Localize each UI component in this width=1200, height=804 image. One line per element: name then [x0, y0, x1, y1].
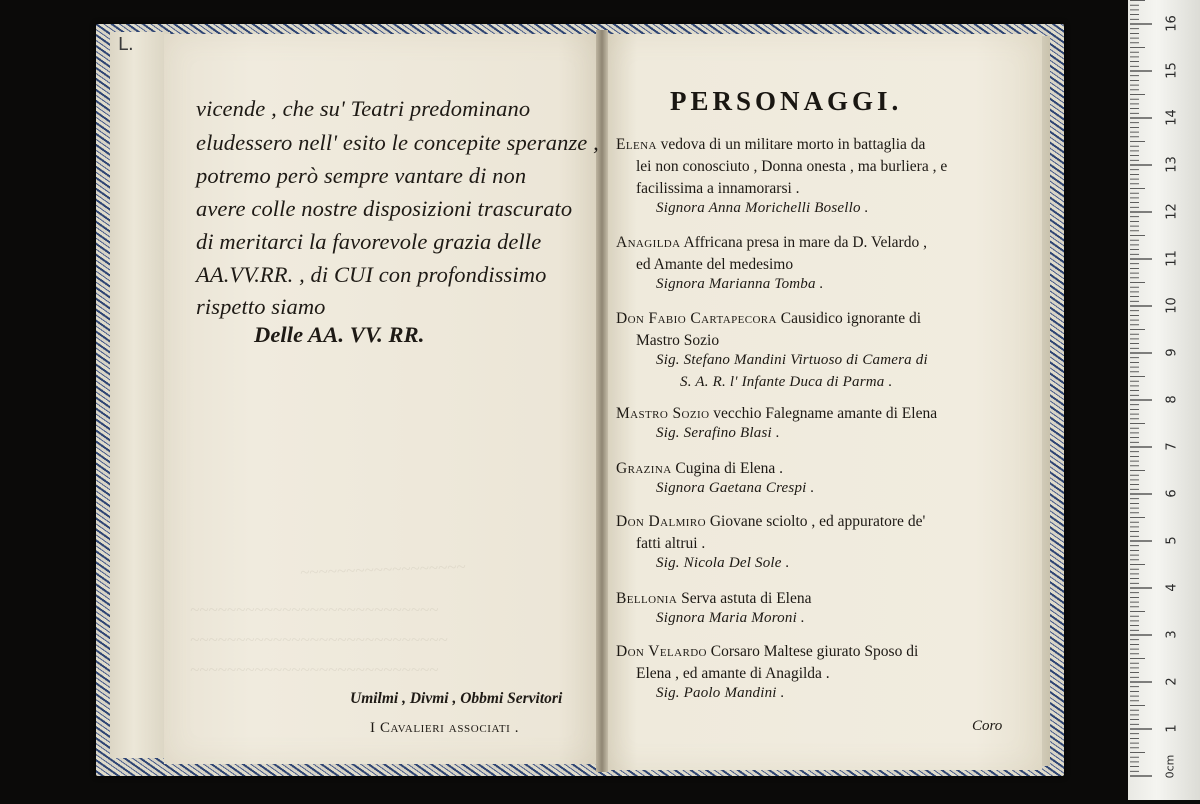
- character-description: Anagilda Affricana presa in mare da D. Velardo ,: [616, 234, 927, 251]
- character-description: Elena vedova di un militare morto in battaglia da: [616, 136, 926, 153]
- dedication-line: AA.VV.RR. , di CUI con profondissimo: [196, 262, 547, 287]
- ruler-number: 14: [1164, 109, 1180, 126]
- ruler-number: 2: [1164, 677, 1180, 686]
- performer-name: Signora Anna Morichelli Bosello .: [656, 200, 869, 216]
- dedication-line: potremo però sempre vantare di non: [196, 163, 527, 188]
- cast-heading: PERSONAGGI.: [670, 86, 903, 116]
- ruler-number: 15: [1164, 62, 1180, 79]
- dedication-line: vicende , che su' Teatri predominano: [196, 96, 531, 121]
- character-description: Grazina Cugina di Elena .: [616, 460, 784, 477]
- character-name: Anagilda: [616, 234, 681, 251]
- character-description: Mastro Sozio: [636, 332, 720, 349]
- dedication-line: rispetto siamo: [196, 294, 326, 319]
- show-through-line: ~~~~~~~~~~~~~~~~~~~~~~~~~~~: [190, 660, 439, 679]
- ruler-number: 10: [1164, 297, 1180, 314]
- performer-name: Sig. Nicola Del Sole .: [656, 555, 790, 571]
- signature-line: Umilmi , Divmi , Obbmi Servitori: [350, 690, 563, 707]
- ruler-number: 13: [1164, 156, 1180, 173]
- character-description: Mastro Sozio vecchio Falegname amante di Elena: [616, 405, 938, 422]
- ruler-number: 16: [1164, 15, 1180, 32]
- corner-mark: L.: [118, 34, 134, 55]
- show-through-line: ~~~~~~~~~~~~~~~~~~~~~~~~~~~: [190, 600, 439, 619]
- ruler-number: 12: [1164, 203, 1180, 220]
- performer-name: Sig. Stefano Mandini Virtuoso di Camera di: [656, 352, 928, 368]
- show-through-line: ~~~~~~~~~~~~~~~~~~~~~~~~~~~~: [190, 630, 448, 649]
- character-name: Grazina: [616, 460, 672, 477]
- character-name: Don Dalmiro: [616, 513, 706, 530]
- catchword: Coro: [972, 718, 1003, 734]
- ruler-number: 4: [1164, 583, 1180, 592]
- character-description: Don Velardo Corsaro Maltese giurato Sposo di: [616, 643, 919, 660]
- left-page-stack: [110, 32, 170, 758]
- ruler-number: 9: [1164, 348, 1180, 357]
- ruler-number: 7: [1164, 442, 1180, 451]
- character-description: Don Fabio Cartapecora Causidico ignorante di: [616, 310, 922, 327]
- dedication-closing: Delle AA. VV. RR.: [254, 322, 425, 347]
- ruler-number: 5: [1164, 536, 1180, 545]
- character-name: Don Fabio Cartapecora: [616, 310, 777, 327]
- performer-name: Signora Gaetana Crespi .: [656, 480, 815, 496]
- character-description: facilissima a innamorarsi .: [636, 180, 800, 197]
- dedication-line: di meritarci la favorevole grazia delle: [196, 229, 542, 254]
- ruler-unit-label: 0cm: [1163, 754, 1177, 779]
- character-name: Elena: [616, 136, 657, 153]
- show-through-line: ~~~~~~~~~~~~~~~~~~: [299, 557, 466, 582]
- character-description: Elena , ed amante di Anagilda .: [636, 665, 830, 682]
- character-description: lei non conosciuto , Donna onesta , ma burliera , e: [636, 158, 948, 175]
- character-description: Don Dalmiro Giovane sciolto , ed appuratore de': [616, 513, 926, 530]
- ruler-number: 3: [1164, 630, 1180, 639]
- signers-line: I Cavalieri associati .: [370, 720, 520, 736]
- character-description: ed Amante del medesimo: [636, 256, 794, 273]
- performer-name: Signora Maria Moroni .: [656, 610, 805, 626]
- dedication-line: eludessero nell' esito le concepite speranze ,: [196, 130, 599, 155]
- ruler-number: 1: [1164, 724, 1180, 733]
- character-name: Don Velardo: [616, 643, 707, 660]
- ruler-number: 6: [1164, 489, 1180, 498]
- performer-name: Sig. Serafino Blasi .: [656, 425, 780, 441]
- performer-name: Signora Marianna Tomba .: [656, 276, 824, 292]
- performer-name: S. A. R. l' Infante Duca di Parma .: [680, 374, 893, 390]
- ruler-number: 11: [1164, 250, 1180, 267]
- character-description: Bellonia Serva astuta di Elena: [616, 590, 812, 607]
- ruler-number: 8: [1164, 395, 1180, 404]
- performer-name: Sig. Paolo Mandini .: [656, 685, 785, 701]
- dedication-line: avere colle nostre disposizioni trascurato: [196, 196, 573, 221]
- character-name: Bellonia: [616, 590, 678, 607]
- character-description: fatti altrui .: [636, 535, 706, 552]
- character-name: Mastro Sozio: [616, 405, 710, 422]
